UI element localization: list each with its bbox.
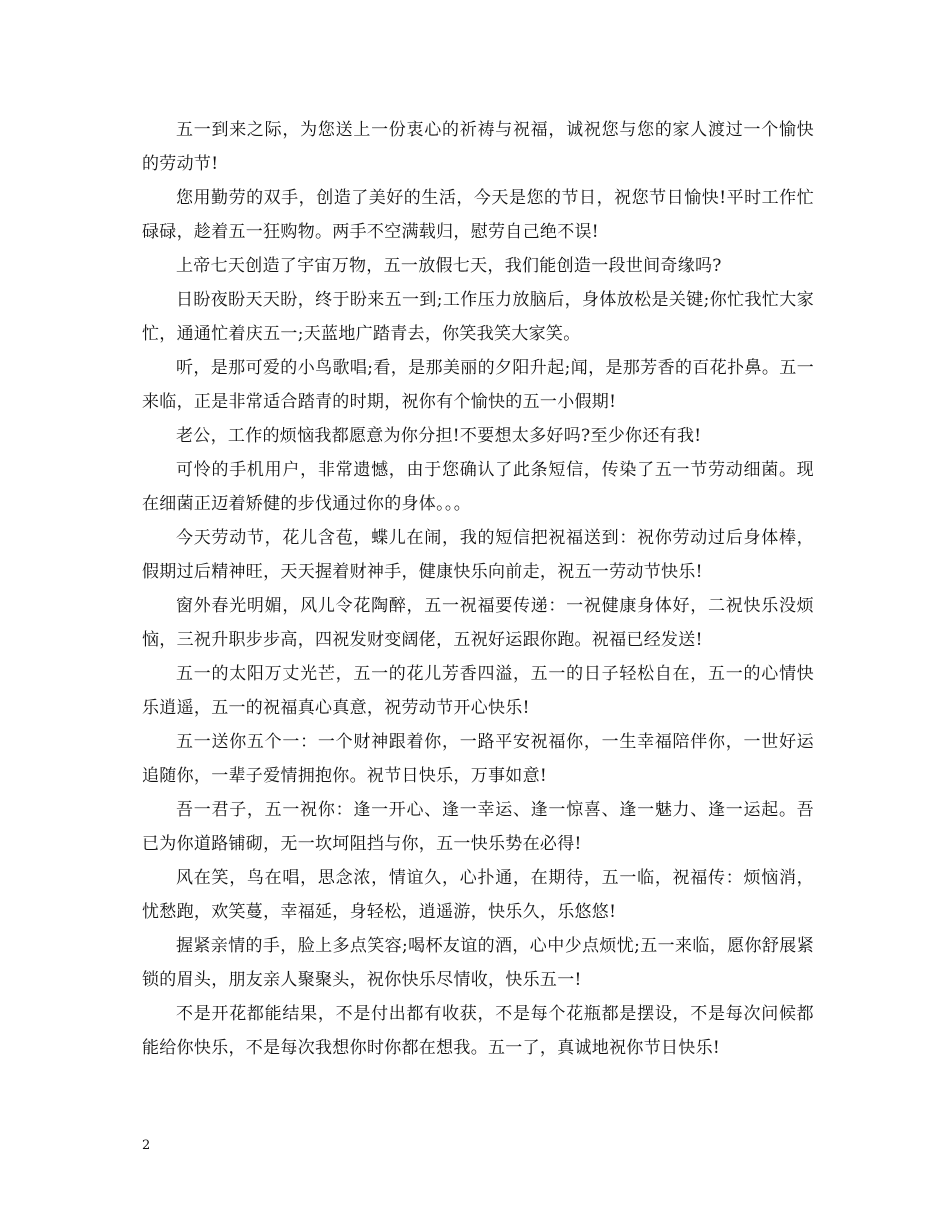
paragraph: 日盼夜盼天天盼，终于盼来五一到;工作压力放脑后，身体放松是关键;你忙我忙大家忙，通通忙着庆五一;天蓝地广踏青去，你笑我笑大家笑。 bbox=[142, 290, 814, 344]
paragraph: 风在笑，鸟在唱，思念浓，情谊久，心扑通，在期待，五一临，祝福传：烦恼消，忧愁跑，欢笑蔓，幸福延，身轻松，逍遥游，快乐久，乐悠悠! bbox=[142, 868, 814, 922]
paragraph: 不是开花都能结果，不是付出都有收获，不是每个花瓶都是摆设，不是每次问候都能给你快乐，不是每次我想你时你都在想我。五一了，真诚地祝你节日快乐! bbox=[142, 1004, 814, 1058]
paragraph: 老公，工作的烦恼我都愿意为你分担!不要想太多好吗?至少你还有我! bbox=[176, 426, 702, 446]
document-body bbox=[142, 113, 814, 1065]
paragraph: 窗外春光明媚，风儿令花陶醉，五一祝福要传递：一祝健康身体好，二祝快乐没烦恼，三祝升职步步高，四祝发财变阔佬，五祝好运跟你跑。祝福已经发送! bbox=[142, 596, 814, 650]
paragraph: 可怜的手机用户，非常遗憾，由于您确认了此条短信，传染了五一节劳动细菌。现在细菌正迈着矫健的步伐通过你的身体。。。 bbox=[142, 460, 814, 514]
paragraph: 五一到来之际，为您送上一份衷心的祈祷与祝福，诚祝您与您的家人渡过一个愉快的劳动节! bbox=[142, 120, 814, 174]
paragraph: 五一的太阳万丈光芒，五一的花儿芳香四溢，五一的日子轻松自在，五一的心情快乐逍遥，五一的祝福真心真意，祝劳动节开心快乐! bbox=[142, 664, 814, 718]
paragraph: 上帝七天创造了宇宙万物，五一放假七天，我们能创造一段世间奇缘吗? bbox=[176, 256, 722, 276]
page-number: 2 bbox=[142, 1138, 151, 1153]
paragraph: 听，是那可爱的小鸟歌唱;看，是那美丽的夕阳升起;闻，是那芳香的百花扑鼻。五一来临，正是非常适合踏青的时期，祝你有个愉快的五一小假期! bbox=[142, 358, 814, 412]
paragraph: 今天劳动节，花儿含苞，蝶儿在闹，我的短信把祝福送到：祝你劳动过后身体棒，假期过后精神旺，天天握着财神手，健康快乐向前走，祝五一劳动节快乐! bbox=[142, 528, 814, 582]
paragraph: 五一送你五个一：一个财神跟着你，一路平安祝福你，一生幸福陪伴你，一世好运追随你，一辈子爱情拥抱你。祝节日快乐，万事如意! bbox=[142, 732, 814, 786]
paragraph: 握紧亲情的手，脸上多点笑容;喝杯友谊的酒，心中少点烦忧;五一来临，愿你舒展紧锁的眉头，朋友亲人聚聚头，祝你快乐尽情收，快乐五一! bbox=[142, 936, 814, 990]
paragraph: 吾一君子，五一祝你：逢一开心、逢一幸运、逢一惊喜、逢一魅力、逢一运起。吾已为你道路铺砌，无一坎坷阻挡与你，五一快乐势在必得! bbox=[142, 800, 814, 854]
paragraph: 您用勤劳的双手，创造了美好的生活，今天是您的节日，祝您节日愉快!平时工作忙碌碌，趁着五一狂购物。两手不空满载归，慰劳自己绝不误! bbox=[142, 188, 814, 242]
